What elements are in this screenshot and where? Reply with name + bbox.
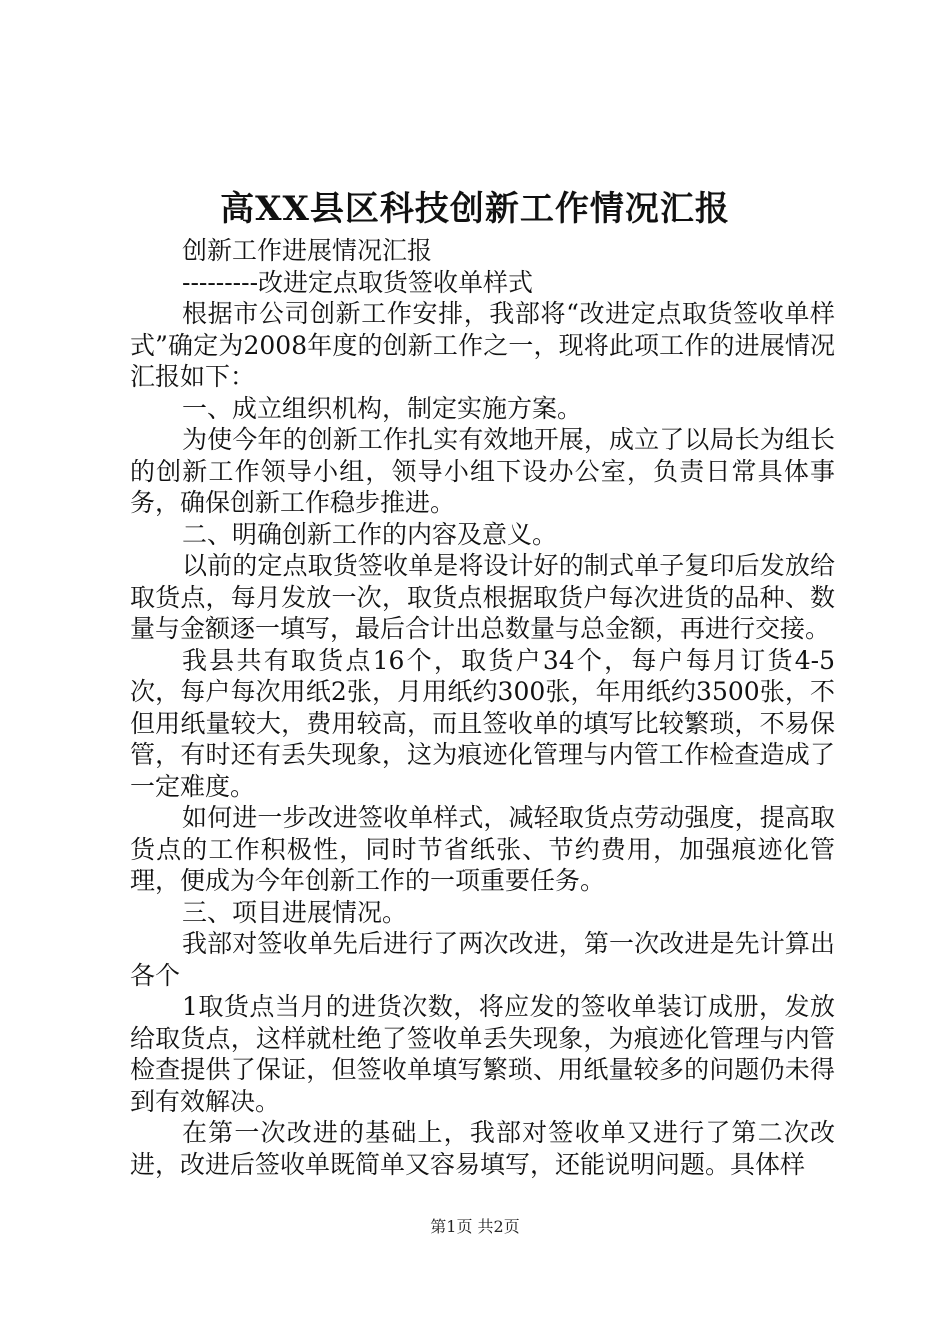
page-number-footer: 第1页 共2页 — [430, 1217, 520, 1236]
body-paragraph: 在第一次改进的基础上，我部对签收单又进行了第二次改进，改进后签收单既简单又容易填写，还能说明问题。具体样 — [130, 1118, 835, 1179]
section-heading-3: 三、项目进展情况。 — [182, 897, 408, 927]
section-heading-1: 一、成立组织机构，制定实施方案。 — [182, 393, 583, 423]
body-paragraph: 我部对签收单先后进行了两次改进，第一次改进是先计算出各个 — [130, 929, 835, 990]
document-title: 高XX县区科技创新工作情况汇报 — [220, 189, 730, 229]
intro-paragraph: 根据市公司创新工作安排，我部将“改进定点取货签收单样式”确定为2008年度的创新工作之一，现将此项工作的进展情况汇报如下： — [130, 299, 835, 391]
body-paragraph: 1取货点当月的进货次数，将应发的签收单装订成册，发放给取货点，这样就杜绝了签收单丢失现象，为痕迹化管理与内管检查提供了保证，但签收单填写繁琐、用纸量较多的问题仍未得到有效解决。 — [130, 992, 835, 1116]
body-paragraph: 我县共有取货点16个，取货户34个，每户每月订货4-5次，每户每次用纸2张，月用纸约300张，年用纸约3500张，不但用纸量较大，费用较高，而且签收单的填写比较繁琐，不易保管，有时还有丢失现象，这为痕迹化管理与内管工作检查造成了一定难度。 — [130, 645, 835, 801]
section-heading-2: 二、明确创新工作的内容及意义。 — [182, 519, 558, 549]
body-paragraph: 如何进一步改进签收单样式，减轻取货点劳动强度，提高取货点的工作积极性，同时节省纸张、节约费用，加强痕迹化管理，便成为今年创新工作的一项重要任务。 — [130, 803, 835, 895]
body-paragraph: 以前的定点取货签收单是将设计好的制式单子复印后发放给取货点，每月发放一次，取货点根据取货户每次进货的品种、数量与金额逐一填写，最后合计出总数量与总金额，再进行交接。 — [130, 551, 835, 643]
subtitle: 创新工作进展情况汇报 — [182, 236, 433, 265]
document-body — [130, 235, 835, 1180]
subtitle-topic: ---------改进定点取货签收单样式 — [182, 267, 534, 297]
body-paragraph: 为使今年的创新工作扎实有效地开展，成立了以局长为组长的创新工作领导小组，领导小组下设办公室，负责日常具体事务，确保创新工作稳步推进。 — [130, 425, 835, 517]
